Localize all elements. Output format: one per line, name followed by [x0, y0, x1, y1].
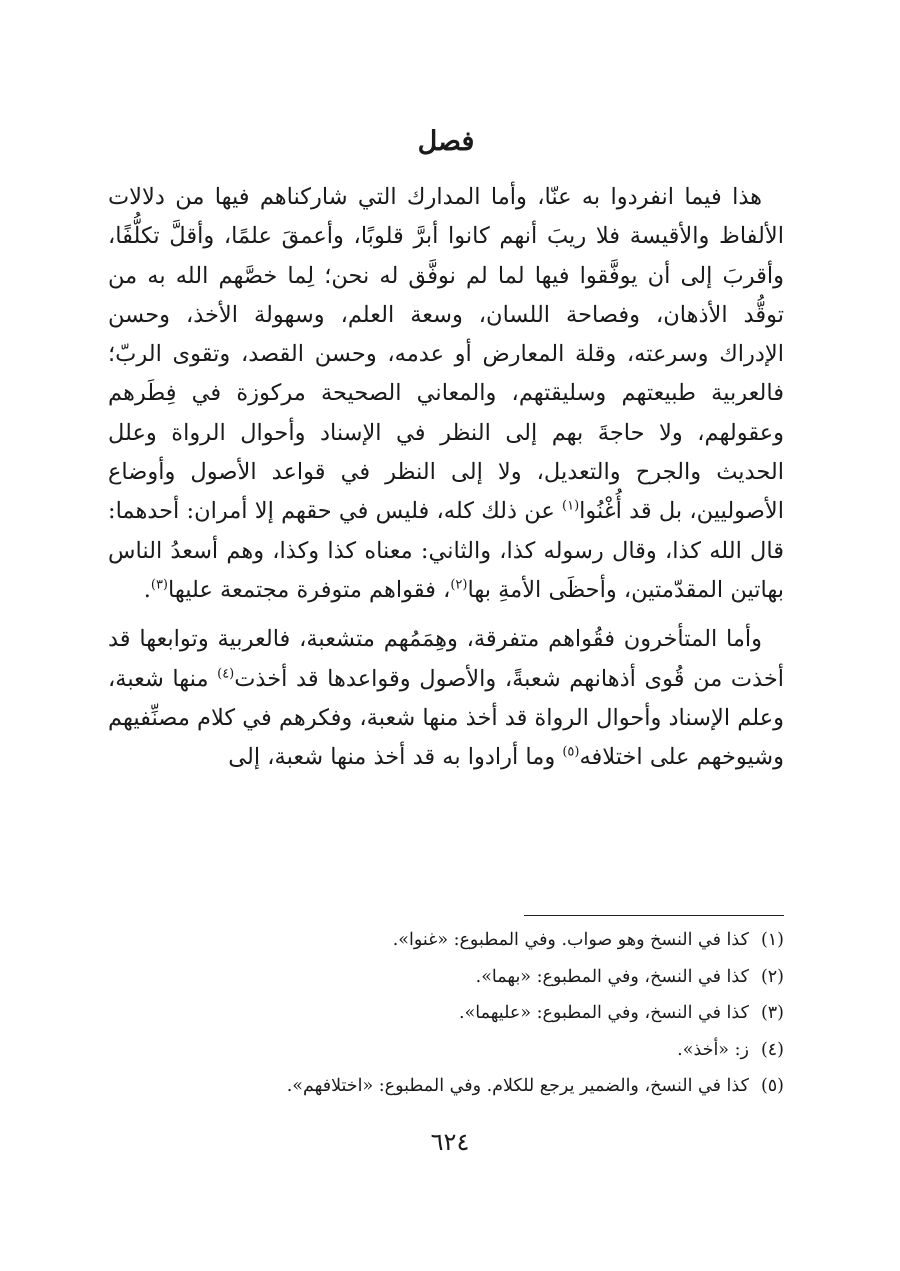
- paragraph-text: ، فقواهم متوفرة مجتمعة عليها: [168, 576, 451, 603]
- page-number: ٦٢٤: [430, 1128, 470, 1156]
- footnote-number: (٥): [760, 1076, 784, 1096]
- footnotes-list: [108, 922, 784, 1105]
- footnote-ref-2[interactable]: (٢): [450, 577, 468, 593]
- paragraph-text: هذا فيما انفردوا به عنّا، وأما المدارك التي شاركناهم فيها من دلالات الألفاظ والأقيسة فلا ريبَ أنهم كانوا أبرَّ قلوبًا، وأعمقَ علمًا، وأقلَّ تكلُّفًا، وأقربَ إلى أن يوفَّقوا فيها لما لم نوفَّق له نحن؛ لِما خصَّهم الله به من توقُّد الأذهان، وفصاحة اللسان، وسعة العلم، وسهولة الأخذ، وحسن الإدراك وسرعته، وقلة المعارض أو عدمه، وحسن القصد، وتقوى الربّ؛ فالعربية طبيعتهم وسليقتهم، والمعاني الصحيحة مركوزة في فِطَرهم وعقولهم، ولا حاجةَ بهم إلى النظر في الإسناد وأحوال الرواة وعلل الحديث والجرح والتعديل، ولا إلى النظر في قواعد الأصول وأوضاع الأصوليين، بل قد أُغْنُوا: [108, 184, 784, 525]
- footnote-text: كذا في النسخ، وفي المطبوع: «بهما».: [475, 966, 749, 987]
- footnote-text: كذا في النسخ، والضمير يرجع للكلام. وفي المطبوع: «اختلافهم».: [286, 1076, 749, 1096]
- footnote-3: [108, 995, 784, 1032]
- footnote-divider: [524, 915, 784, 916]
- footnote-number: (٢): [760, 966, 784, 987]
- footnote-text: كذا في النسخ، وفي المطبوع: «عليهما».: [459, 1003, 749, 1023]
- paragraph-text: منها شعبة، وعلم الإسناد وأحوال الرواة قد أخذ منها شعبة، وفكرهم في كلام مصنِّفيهم وشيوخهم على اختلافه: [108, 665, 784, 771]
- paragraph-1: [108, 178, 784, 610]
- footnote-number: (٤): [760, 1039, 784, 1060]
- footnote-text: كذا في النسخ وهو صواب. وفي المطبوع: «غنوا».: [392, 930, 749, 950]
- page-body: [108, 120, 784, 777]
- footnote-text: ز: «أخذ».: [677, 1039, 749, 1060]
- footnote-4: [108, 1032, 784, 1069]
- footnote-number: (١): [760, 930, 784, 950]
- footnote-2: [108, 959, 784, 996]
- paragraph-text: وما أرادوا به قد أخذ منها شعبة، إلى: [228, 744, 563, 771]
- footnote-ref-3[interactable]: (٣): [150, 577, 168, 593]
- chapter-title: فصل: [417, 126, 475, 157]
- paragraph-text: وأما المتأخرون فقُواهم متفرقة، وهِمَمُهم متشعبة، فالعربية وتوابعها قد أخذت من قُوى أذهانهم شعبةً، والأصول وقواعدها قد أخذت: [108, 626, 785, 692]
- footnote-ref-4[interactable]: (٤): [217, 666, 235, 682]
- footnote-number: (٣): [760, 1003, 784, 1023]
- footnote-1: [108, 922, 784, 959]
- footnote-ref-1[interactable]: (١): [562, 498, 580, 514]
- footnote-5: [108, 1068, 784, 1105]
- paragraph-text: .: [143, 576, 151, 603]
- paragraph-text: عن ذلك كله، فليس في حقهم إلا أمران: أحدهما: قال الله كذا، وقال رسوله كذا، والثاني: معناه كذا وكذا، وهم أسعدُ الناس بهاتين المقدّمتين، وأحظَى الأمةِ بها: [108, 498, 784, 603]
- paragraph-2: [108, 620, 784, 777]
- footnote-ref-5[interactable]: (٥): [562, 744, 580, 760]
